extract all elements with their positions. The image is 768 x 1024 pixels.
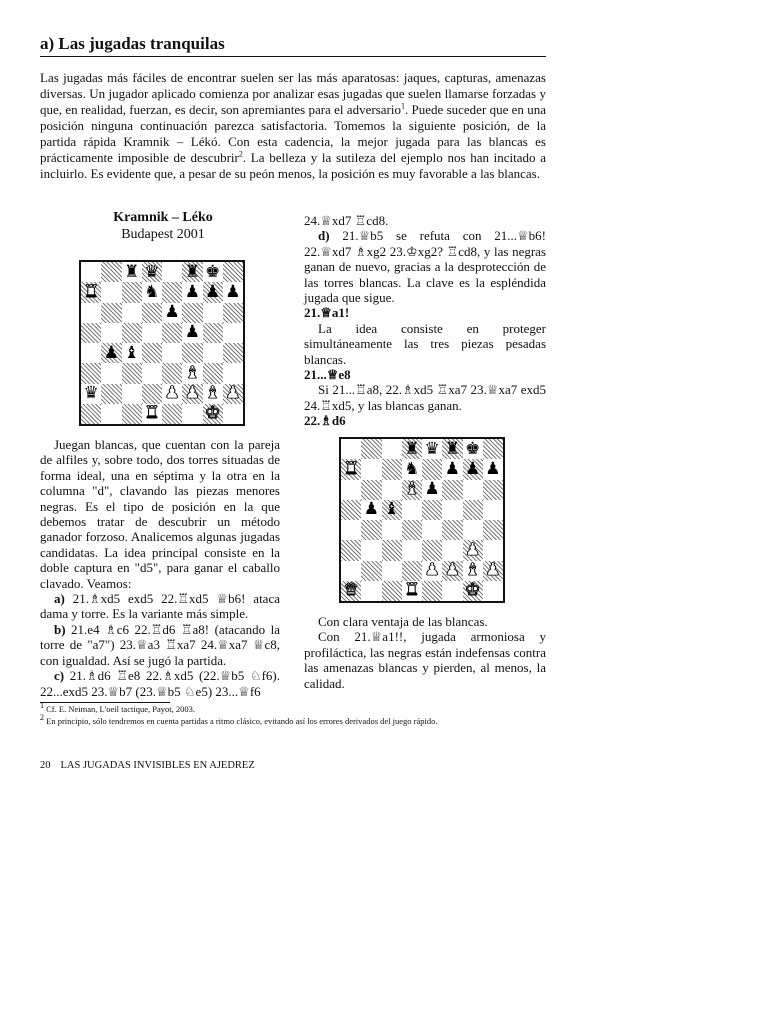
square-a5 [81,323,101,343]
square-h5 [223,323,243,343]
white-rook-icon: ♜ [83,281,99,302]
square-h4 [223,343,243,363]
square-f8 [182,262,202,282]
right-paragraph-3: Si 21...♖a8, 22.♗xd5 ♖xa7 23.♕xa7 exd5 24.♖xd5, y las blancas ganan. [304,382,546,413]
square-a8 [341,439,361,459]
square-c1 [122,404,142,424]
conclusion-1: Con clara ventaja de las blancas. [318,614,488,629]
main-move-3: 22.♗d6 [304,413,346,429]
square-a6 [341,480,361,500]
square-f6 [442,480,462,500]
square-b2 [101,384,121,404]
square-h7 [483,459,503,479]
square-h1 [223,404,243,424]
square-b1 [361,581,381,601]
square-f2 [442,561,462,581]
black-pawn-icon: ♟ [184,322,200,343]
white-king-icon: ♚ [205,403,221,424]
square-f2 [182,384,202,404]
variation-c [40,668,280,699]
white-pawn-icon: ♟ [184,383,200,404]
right-line-1: 24.♕xd7 ♖cd8. [304,213,389,228]
square-c6 [122,303,142,323]
black-bishop-icon: ♝ [384,499,400,520]
footnote-ref-2: 2 [238,149,243,159]
white-bishop-icon: ♝ [205,383,221,404]
black-pawn-icon: ♟ [103,342,119,363]
variation-c-label: c) [54,668,65,684]
square-h3 [483,540,503,560]
square-c5 [382,500,402,520]
white-queen-icon: ♛ [343,580,359,601]
square-b7 [361,459,381,479]
square-d6 [402,480,422,500]
square-a3 [81,363,101,383]
left-column-text [40,437,280,699]
square-b8 [101,262,121,282]
black-knight-icon: ♞ [144,281,160,302]
white-rook-icon: ♜ [404,580,420,601]
square-h8 [483,439,503,459]
square-b5 [101,323,121,343]
white-rook-icon: ♜ [343,458,359,479]
black-pawn-icon: ♟ [205,281,221,302]
square-b6 [361,480,381,500]
square-f8 [442,439,462,459]
square-h7 [223,282,243,302]
variation-b-label: b) [54,621,66,637]
square-c7 [382,459,402,479]
square-c6 [382,480,402,500]
square-f4 [442,520,462,540]
square-b1 [101,404,121,424]
square-g7 [203,282,223,302]
square-e8 [162,262,182,282]
white-bishop-icon: ♝ [404,479,420,500]
black-rook-icon: ♜ [444,438,460,459]
square-a6 [81,303,101,323]
square-d7 [142,282,162,302]
square-d8 [402,439,422,459]
black-pawn-icon: ♟ [363,499,379,520]
square-b5 [361,500,381,520]
game-event: Budapest 2001 [121,227,205,242]
square-h8 [223,262,243,282]
footnote-1 [40,701,560,714]
square-e5 [422,500,442,520]
square-e3 [422,540,442,560]
square-d1 [402,581,422,601]
black-rook-icon: ♜ [184,261,200,282]
white-rook-icon: ♜ [144,403,160,424]
square-c8 [122,262,142,282]
footnote-1-text: Cf. E. Neiman, L'oeil tactique, Payot, 2003. [44,704,195,714]
square-c4 [382,520,402,540]
square-h4 [483,520,503,540]
black-pawn-icon: ♟ [465,458,481,479]
square-b6 [101,303,121,323]
square-b3 [361,540,381,560]
game-players: Kramnik – Léko [113,210,213,225]
square-d7 [402,459,422,479]
intro-text-3: . La belleza y la sutileza del ejemplo nos han incitado a incluirlo. Es evidente que, a pesar de su peón menos, la posición es muy favorable a las blancas. [40,150,546,181]
square-b7 [101,282,121,302]
black-bishop-icon: ♝ [124,342,140,363]
variation-d-text: 21.♕b5 se refuta con 21...♕b6! 22.♕xd7 ♗xg2 23.♔xg2? ♖cd8, y las negras ganan de nuevo, gracias a la desprotección de las torres blancas. La clave es la espléndida jugada que sigue. [304,228,546,306]
square-h2 [223,384,243,404]
square-e4 [422,520,442,540]
square-g1 [203,404,223,424]
white-bishop-icon: ♝ [184,362,200,383]
square-f4 [182,343,202,363]
square-a1 [341,581,361,601]
square-g2 [463,561,483,581]
footnote-ref-1: 1 [400,101,405,111]
square-a2 [81,384,101,404]
square-c3 [382,540,402,560]
variation-c-text: 21.♗d6 ♖e8 22.♗xd5 (22.♕b5 ♘f6). 22...exd5 23.♕b7 (23.♕b5 ♘e5) 23...♕f6 [40,668,280,699]
intro-text-2: . Puede suceder que en una posición ninguna continuación parezca satisfactoria. Tomemos la siguiente posición, de la partida rápida Kramnik – Lékó. Con esta cadencia, la mejor jugada para las blancas es prácticamente imposible de descubrir [40,102,546,165]
square-d1 [142,404,162,424]
main-move-1: 21.♕a1! [304,305,350,321]
book-title: LAS JUGADAS INVISIBLES EN AJEDREZ [60,760,255,771]
white-pawn-icon: ♟ [225,383,241,404]
white-bishop-icon: ♝ [465,560,481,581]
black-knight-icon: ♞ [404,458,420,479]
square-e8 [422,439,442,459]
square-d3 [402,540,422,560]
square-g6 [463,480,483,500]
right-column-conclusion [304,614,546,691]
square-h3 [223,363,243,383]
square-e7 [162,282,182,302]
square-g8 [463,439,483,459]
square-g2 [203,384,223,404]
square-e2 [162,384,182,404]
square-e4 [162,343,182,363]
main-move-2: 21...♕e8 [304,367,351,383]
black-pawn-icon: ♟ [444,458,460,479]
square-f3 [442,540,462,560]
square-g1 [463,581,483,601]
square-g4 [203,343,223,363]
footnote-2-text: En principio, sólo tendremos en cuenta partidas a ritmo clásico, evitando así los errores derivados del juego rápido. [44,716,438,726]
square-a1 [81,404,101,424]
square-h6 [483,480,503,500]
black-pawn-icon: ♟ [184,281,200,302]
square-a4 [81,343,101,363]
square-h6 [223,303,243,323]
square-b8 [361,439,381,459]
square-e6 [422,480,442,500]
white-pawn-icon: ♟ [485,560,501,581]
square-b2 [361,561,381,581]
footnote-1-mark: 1 [40,701,44,711]
white-pawn-icon: ♟ [424,560,440,581]
conclusion-2: Con 21.♕a1!!, jugada armoniosa y profiláctica, las negras están indefensas contra las amenazas blancas y pierden, al menos, la calidad. [304,629,546,691]
black-queen-icon: ♛ [144,261,160,282]
black-pawn-icon: ♟ [164,302,180,323]
square-h1 [483,581,503,601]
square-h5 [483,500,503,520]
square-d5 [402,500,422,520]
square-d6 [142,303,162,323]
left-paragraph: Juegan blancas, que cuentan con la pareja de alfiles y, sobre todo, dos torres situadas de forma ideal, una en séptima y la otra en la columna "d", clavando las piezas menores negras. Es el tipo de posición en la que debemos tratar de descubrir un método ganador forzoso. Analicemos algunas jugadas candidatas. La idea principal consiste en la doble captura en "d5", para ganar el caballo clavado. Veamos: [40,437,280,591]
section-heading: a) Las jugadas tranquilas [40,34,546,57]
square-e2 [422,561,442,581]
square-a3 [341,540,361,560]
page-number: 20 [40,760,51,771]
square-g3 [203,363,223,383]
square-d5 [142,323,162,343]
square-e6 [162,303,182,323]
square-g6 [203,303,223,323]
square-a5 [341,500,361,520]
square-c2 [382,561,402,581]
square-f5 [442,500,462,520]
square-f5 [182,323,202,343]
black-rook-icon: ♜ [404,438,420,459]
square-g5 [203,323,223,343]
square-e3 [162,363,182,383]
square-f1 [442,581,462,601]
square-d2 [142,384,162,404]
square-a7 [81,282,101,302]
square-c3 [122,363,142,383]
square-f7 [182,282,202,302]
square-a7 [341,459,361,479]
black-pawn-icon: ♟ [424,479,440,500]
white-pawn-icon: ♟ [444,560,460,581]
square-g5 [463,500,483,520]
white-pawn-icon: ♟ [164,383,180,404]
square-f6 [182,303,202,323]
black-pawn-icon: ♟ [225,281,241,302]
footnote-rule [40,702,170,703]
variation-a [40,591,280,622]
black-queen-icon: ♛ [424,438,440,459]
square-a8 [81,262,101,282]
variation-d-label: d) [318,228,330,244]
white-pawn-icon: ♟ [465,539,481,560]
square-g4 [463,520,483,540]
black-king-icon: ♚ [205,261,221,282]
variation-b-text: 21.e4 ♗c6 22.♖d6 ♖a8! (atacando la torre de "a7") 23.♕a3 ♖xa7 24.♕xa7 ♕c8, con igualdad. Así se jugó la partida. [40,621,280,668]
square-c4 [122,343,142,363]
black-queen-icon: ♛ [83,383,99,404]
square-a2 [341,561,361,581]
square-d2 [402,561,422,581]
right-column-text [304,213,546,429]
square-f1 [182,404,202,424]
square-e1 [162,404,182,424]
square-f7 [442,459,462,479]
white-king-icon: ♚ [465,580,481,601]
variation-a-label: a) [54,591,65,607]
footnote-2 [40,713,560,726]
square-c7 [122,282,142,302]
variation-a-text: 21.♗xd5 exd5 22.♖xd5 ♕b6! ataca dama y torre. Es la variante más simple. [40,591,280,622]
page-footer [40,760,255,771]
intro-paragraph [40,70,546,182]
variation-b [40,622,280,668]
square-b4 [101,343,121,363]
square-c5 [122,323,142,343]
square-d8 [142,262,162,282]
square-a4 [341,520,361,540]
square-g3 [463,540,483,560]
square-c1 [382,581,402,601]
footnote-2-mark: 2 [40,713,44,723]
black-rook-icon: ♜ [124,261,140,282]
square-b4 [361,520,381,540]
black-pawn-icon: ♟ [485,458,501,479]
black-king-icon: ♚ [465,438,481,459]
square-c8 [382,439,402,459]
square-d3 [142,363,162,383]
square-c2 [122,384,142,404]
square-d4 [142,343,162,363]
variation-d [304,228,546,305]
square-b3 [101,363,121,383]
right-paragraph-2: La idea consiste en proteger simultáneamente las tres piezas pesadas blancas. [304,320,546,367]
square-g7 [463,459,483,479]
chess-diagram-1 [79,260,245,426]
square-e5 [162,323,182,343]
square-e1 [422,581,442,601]
square-g8 [203,262,223,282]
chess-diagram-2 [339,437,505,603]
square-h2 [483,561,503,581]
square-f3 [182,363,202,383]
intro-text-1: Las jugadas más fáciles de encontrar suelen ser las más aparatosas: jaques, capturas, amenazas diversas. Un jugador aplicado comienza por analizar esas jugadas que suelen llamarse forzadas y que, en realidad, fuerzan, es decir, son apremiantes para el adversario [40,70,546,117]
square-d4 [402,520,422,540]
square-e7 [422,459,442,479]
